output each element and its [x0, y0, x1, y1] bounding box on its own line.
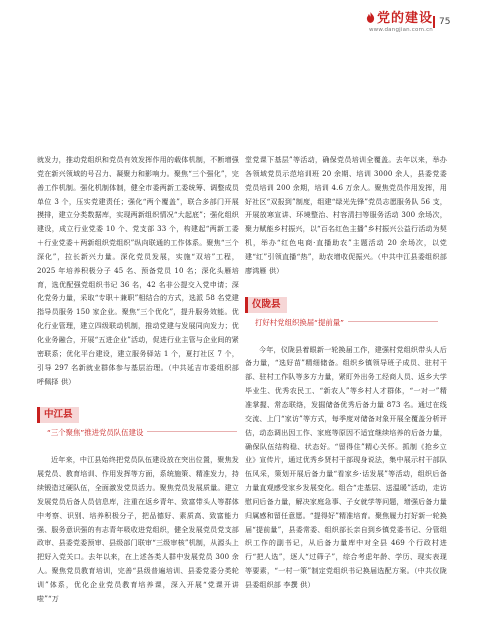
section-subtitle: “三个聚焦”推进党员队伍建设 [37, 427, 239, 439]
section-heading-zhongjiang [37, 402, 239, 439]
logo-text: 党的建设 [376, 11, 433, 26]
right-paragraph-2: 今年，仪陇县着眼新一轮换届工作，建强村党组织带头人后备力量，“选好苗”精细储备。组织乡镇领导班子成员、驻村干部、驻村工作队等多方力量，紧盯外出务工经商人员、返乡大学毕业生、优秀农民工、“新农人”等乡村人才群体，“一对一”精准掌握、常态联络，发掘储备优秀后备力量 873 名。通过在线交流、上门“家访”等方式，每季度对储备对象开展全覆盖分析评估，动态调出因工作、家庭等原因不适宜继续培养的后备力量，确保队伍结构稳、状态好。“留得住”精心关怀。抓制《抢乡立业》宣传片，通过优秀乡贤村干部现身说法，集中展示村干部队伍风采，策划开展后备力量“看家乡·话发展”等活动，组织后备力量直观感受家乡发展变化。组合“走基层、送温暖”活动，走访慰问后备力量，解决家庭急事、子女就学等问题，增强后备力量归属感和留任意愿。“提得好”精准培育。聚焦履力打好新一轮换届“提前量”，县委常委、组织部长亲自到乡镇党委书记、分管组织工作的副书记，从后备力量库中对全县 469 个行政村进行“把人选”，逐人“过筛子”，综合考虑年龄、学历、现实表现等要素，“一村一策”制定党组织书记换届选配方案。（中共仪陇县委组织部 李撰 供） [245, 344, 447, 589]
magazine-logo [366, 12, 433, 33]
section-title: 仪陇县 [245, 297, 287, 313]
page-header [0, 0, 485, 60]
right-column [245, 153, 447, 592]
section-subtitle: 打好村党组织换届“提前量” [245, 317, 447, 329]
page-number-bar [433, 16, 435, 28]
left-paragraph-1: 就发力，推动党组织和党员有效发挥作用的载体机制，不断增强党在新兴领域的号召力、凝聚力和影响力。聚焦“三个强化”，完善工作机制。强化机制体制，健全市委两新工委统筹、调整成员单位 3 个，压实党建责任；强化“两个覆盖”，联合多部门开展摸排，建立分类数据库，实现两新组织情况“大起底”；强化组织建设，成立行业党委 10 个、党支部 33 个，构建起“两新工委＋行业党委＋两新组织党组织”纵向联通的工作体系。聚焦“三个深化”，拉长新兴力量。深化党员发展，实施“双培”工程，2025 年培养积极分子 45 名、预备党员 10 名；深化头雁培育，选优配强党组织书记 36 名，42 名非公提交入党申请；深化党务力量，采取“专职＋兼职”相结合的方式，选派 58 名党建指导员服务 150 家企业。聚焦“三个优化”，提升服务效能。优化行业管理，建立四级联动机制，推动党建与发展同向发力；优化业务融合，开展“五进企业”活动，促进行业主管与企业间的紧密联系；优化平台建设，建立服务驿站 1 个，夏打社区 7 个，引导 297 名新就业群体参与基层治理。（中共延吉市委组织部 呼佩择 供） [37, 155, 239, 386]
section-heading-yilong [245, 292, 447, 329]
subtitle-rule [348, 321, 438, 322]
site-url: www.dangjian.com.cn [368, 27, 433, 33]
left-column [37, 153, 239, 606]
party-emblem-icon [366, 12, 375, 23]
page-number: 75 [439, 14, 457, 30]
left-paragraph-2: 近年来，中江县始终把党员队伍建设放在突出位置，聚焦发展党员、教育培训、作用发挥等方面，系统施策、精准发力，持续锻造过硬队伍，全面激发党员活力。聚焦党员发展质量。建立发展党员后备人员信息库，注重在返乡青年、致富带头人等群体中考察、识别、培养积极分子，把品德好、素质高、致富能力强、服务意识强的有志青年吸收进党组织，健全发展党员党支部政审、县委党委预审、县级部门联审“三级审核”机制，从源头上把好入党关口。去年以来，在上述各类人群中发展党员 300 余人。聚焦党员教育培训，完善“县级普遍培训、县委党委分类轮训”体系，优化企业党员教育培养课，深入开展“党课开讲啦”“万 [37, 455, 239, 603]
section-title: 中江县 [37, 407, 79, 423]
right-paragraph-1: 堂党课下基层”等活动，确保党员培训全覆盖。去年以来，举办各领域党员示范培训班 20 余期、培训 3000 余人，县委党委党员培训 200 余期，培训 4.6 万余人。聚焦党员作用发挥，用好社区“双报到”制度，组建“绿光先锋”党员志愿服务队 56 支，开展放寒宣讲、环境整治、村容清扫等服务活动 300 余场次，聚力赋能乡村振兴，以“百名红色主播”乡村振兴公益行活动为契机，举办“红色电商·直播助农”主题活动 20 余场次，以党建“红”引领直播“热”，助农增收促振兴。（中共中江县委组织部 廖鸿雁 供） [245, 155, 447, 275]
subtitle-rule [147, 431, 237, 432]
